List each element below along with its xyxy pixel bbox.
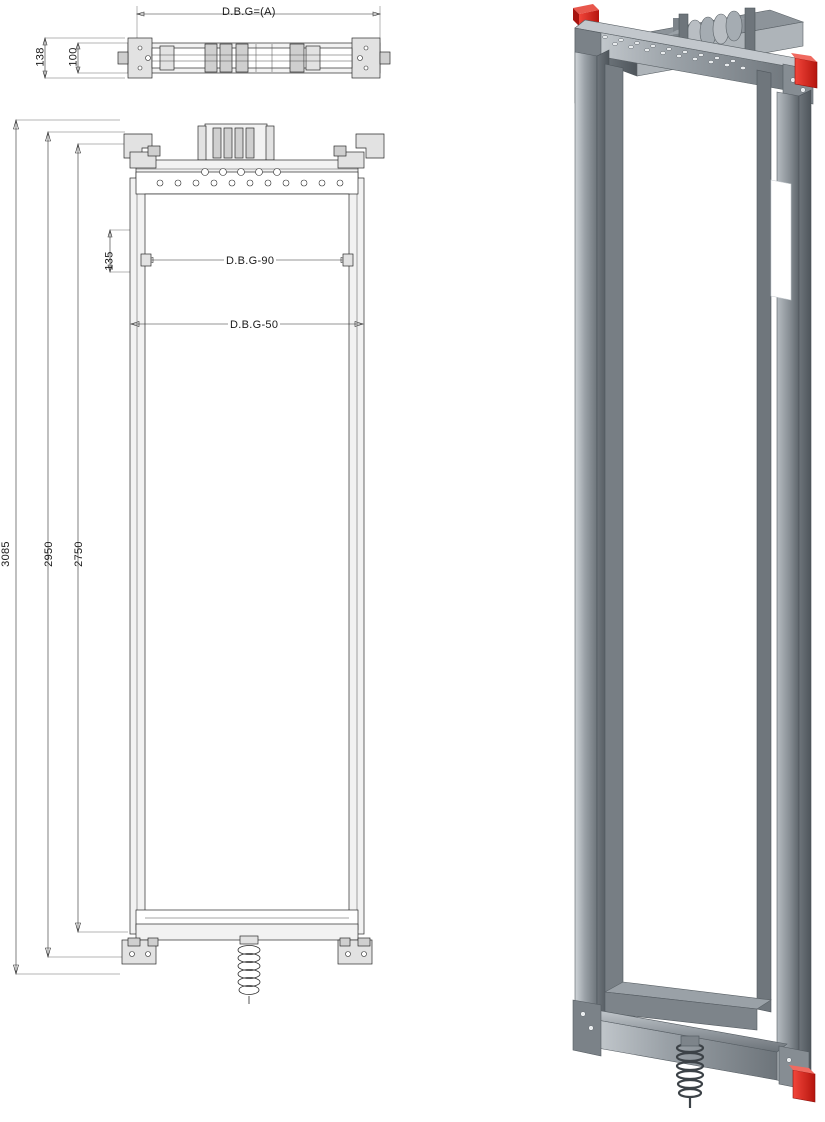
dim-label-dbg-minus-90: D.B.G-90 xyxy=(226,255,275,267)
dim-label-dbg-a: D.B.G=(A) xyxy=(222,6,276,18)
isometric-view xyxy=(545,0,825,1122)
dim-label-2750: 2750 xyxy=(72,541,85,567)
front-view xyxy=(0,112,420,1012)
dim-label-2950: 2950 xyxy=(42,541,55,567)
top-view xyxy=(0,0,420,110)
dim-label-dbg-minus-50: D.B.G-50 xyxy=(230,319,279,331)
dim-label-135: 135 xyxy=(103,251,116,271)
dim-label-138: 138 xyxy=(34,47,47,67)
dim-label-3085: 3085 xyxy=(0,541,12,567)
dim-label-100: 100 xyxy=(67,47,80,67)
